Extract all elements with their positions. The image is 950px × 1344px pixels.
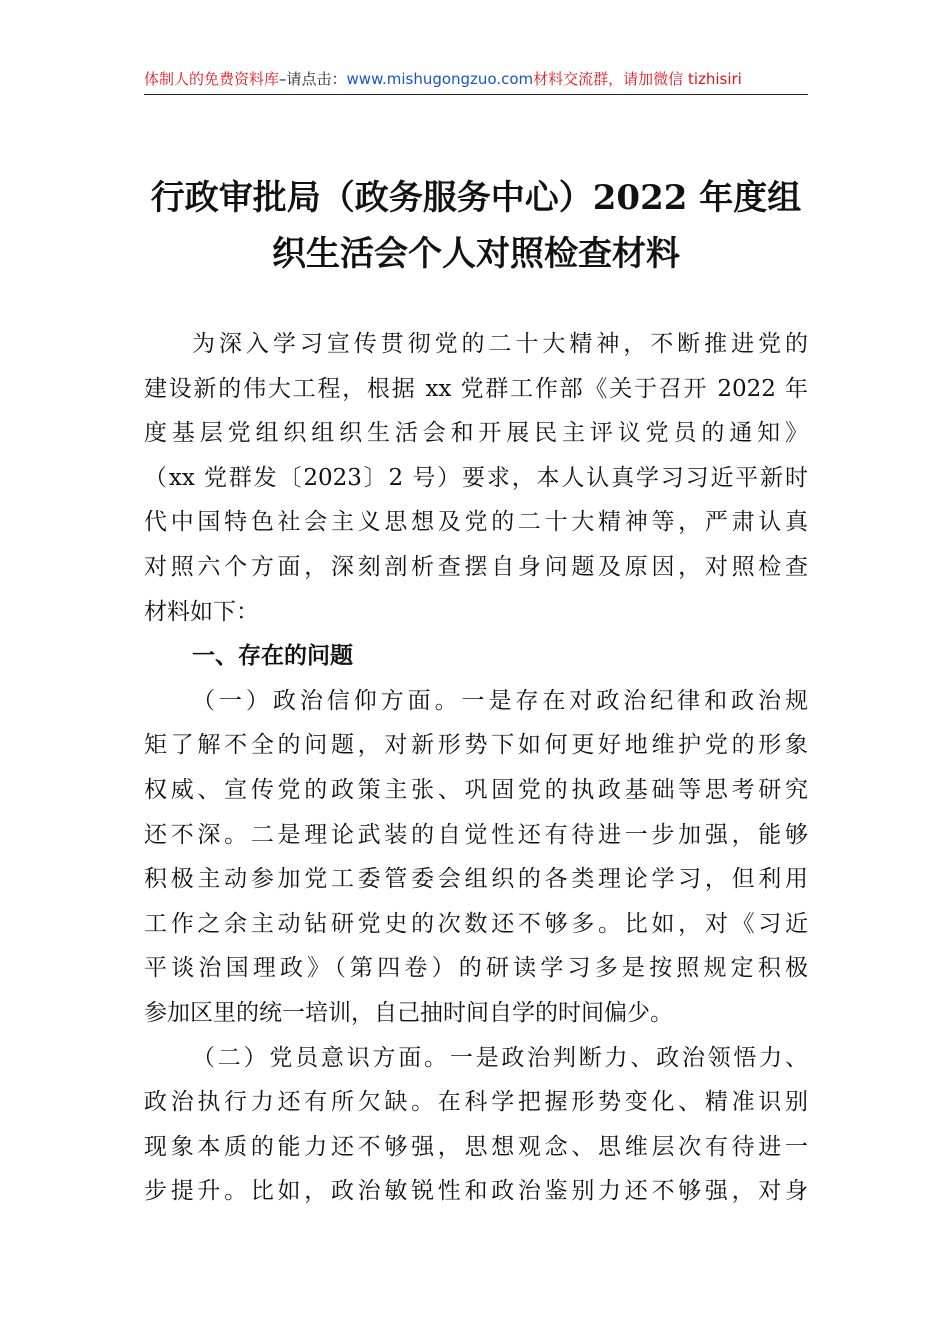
para1-line: 权威、宣传党的政策主张、巩固党的执政基础等思考研究 bbox=[144, 776, 808, 803]
intro-line: 度基层党组织组织生活会和开展民主评议党员的通知》 bbox=[144, 420, 808, 447]
para1-line: 还不深。二是理论武装的自觉性还有待进一步加强，能够 bbox=[144, 821, 808, 848]
para1-line: 平谈治国理政》（第四卷）的研读学习多是按照规定积极 bbox=[144, 955, 808, 982]
intro-line: 建设新的伟大工程，根据 xx 党群工作部《关于召开 2022 年 bbox=[144, 375, 808, 402]
para2-line: 政治执行力还有所欠缺。在科学把握形势变化、精准识别 bbox=[144, 1089, 808, 1116]
para2-line: 现象本质的能力还不够强，思想观念、思维层次有待进一 bbox=[144, 1133, 808, 1160]
para1-line: 积极主动参加党工委管委会组织的各类理论学习，但利用 bbox=[144, 866, 808, 893]
title-line-1: 行政审批局（政务服务中心）2022 年度组 bbox=[150, 178, 802, 218]
intro-line: （xx 党群发〔2023〕2 号）要求，本人认真学习习近平新时 bbox=[144, 464, 808, 491]
para2-line: 步提升。比如，政治敏锐性和政治鉴别力还不够强，对身 bbox=[144, 1178, 808, 1205]
header-brand: 体制人的免费资料库 bbox=[144, 70, 280, 88]
intro-line: 材料如下： bbox=[144, 598, 259, 625]
intro-line: 代中国特色社会主义思想及党的二十大精神等，严肃认真 bbox=[144, 509, 808, 536]
para1-line: （一）政治信仰方面。一是存在对政治纪律和政治规 bbox=[192, 687, 808, 714]
title-line-2: 织生活会个人对照检查材料 bbox=[272, 234, 680, 274]
intro-line: 对照六个方面，深刻剖析查摆自身问题及原因，对照检查 bbox=[144, 553, 808, 580]
document-body bbox=[144, 322, 808, 1214]
para1-line: 参加区里的统一培训，自己抽时间自学的时间偏少。 bbox=[144, 999, 673, 1026]
para2-line: （二）党员意识方面。一是政治判断力、政治领悟力、 bbox=[192, 1044, 808, 1071]
header-prompt: –请点击： bbox=[279, 70, 347, 88]
para1-line: 工作之余主动钻研党史的次数还不够多。比如，对《习近 bbox=[144, 910, 808, 937]
document-title bbox=[120, 170, 832, 282]
header-url-link[interactable]: www.mishugongzuo.com bbox=[346, 70, 534, 88]
intro-line: 为深入学习宣传贯彻党的二十大精神，不断推进党的 bbox=[192, 331, 808, 357]
section-heading: 一、存在的问题 bbox=[192, 643, 353, 670]
header-note: 材料交流群，请加微信 tizhisiri bbox=[533, 70, 742, 88]
para1-line: 矩了解不全的问题，对新形势下如何更好地维护党的形象 bbox=[144, 732, 808, 759]
page-header bbox=[144, 68, 808, 95]
